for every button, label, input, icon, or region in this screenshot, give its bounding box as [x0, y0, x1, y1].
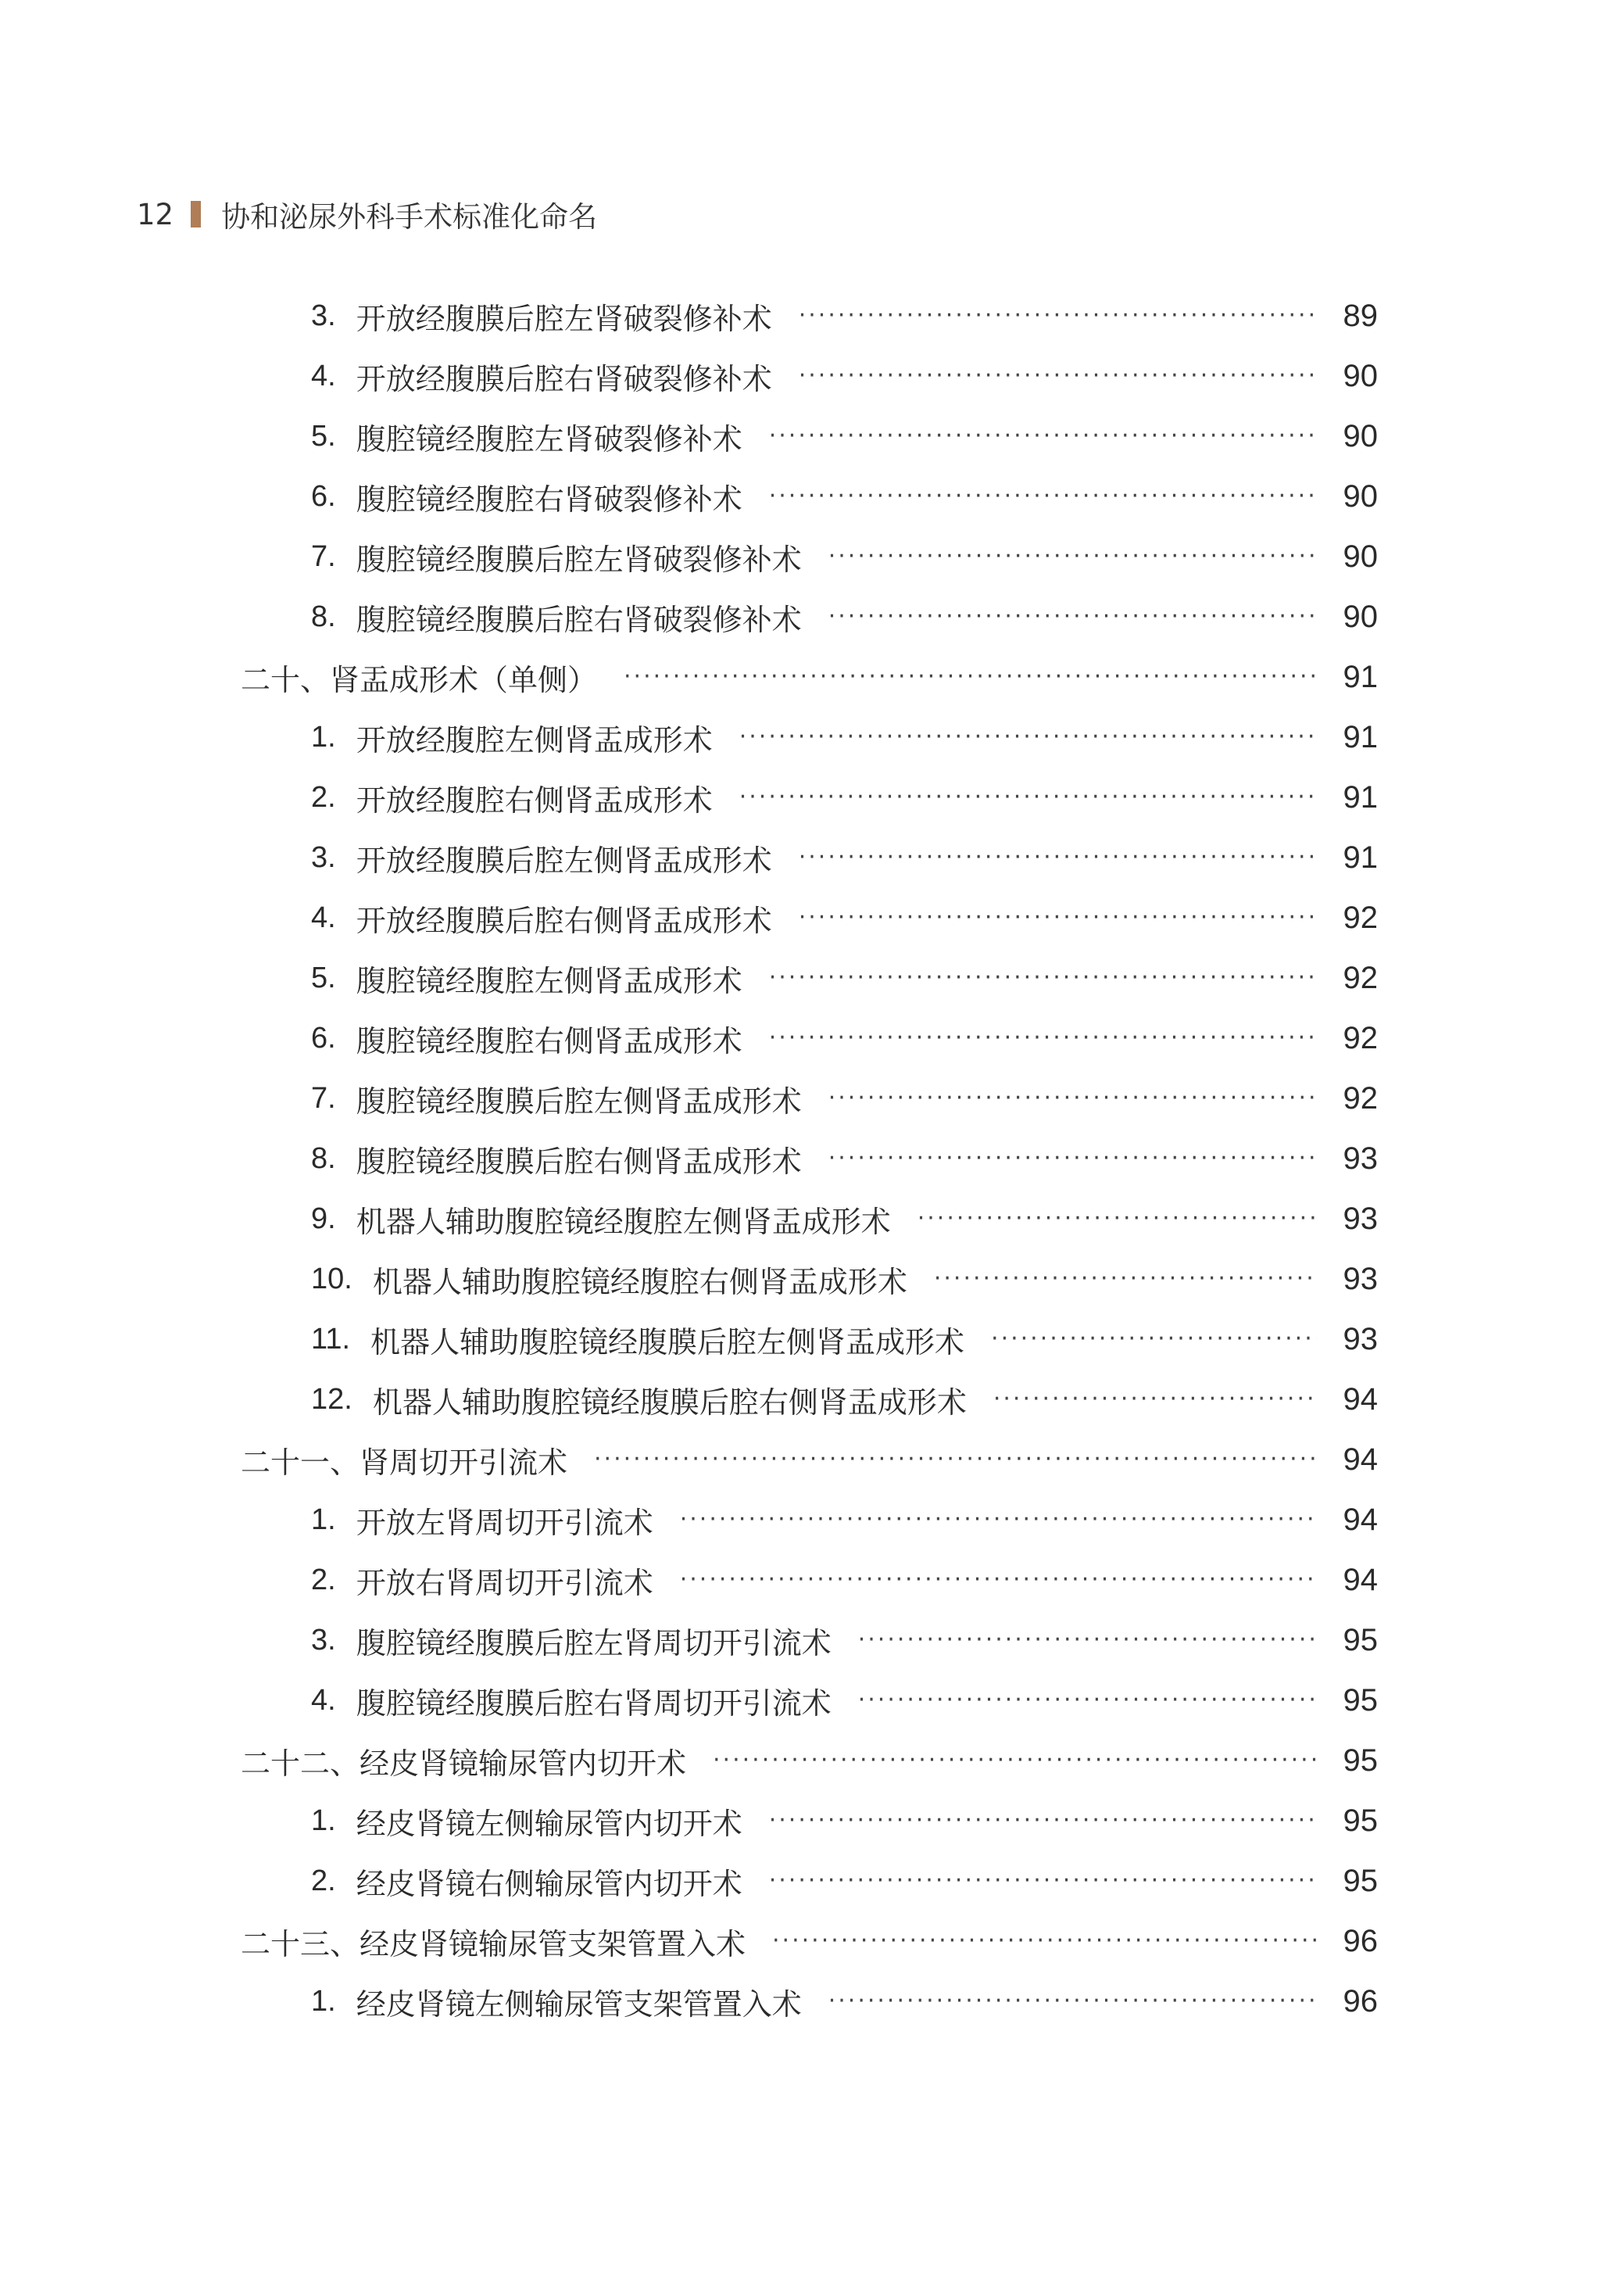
toc-entry-page: 94: [1343, 1381, 1378, 1417]
toc-entry-page: 91: [1343, 779, 1378, 815]
toc-leader-dots: [858, 1617, 1317, 1664]
toc-entry-number: 2.: [311, 780, 336, 814]
toc-entry[interactable]: [311, 353, 1378, 399]
toc-section-title: 二十、肾盂成形术（单侧）: [241, 662, 598, 697]
header-page-number: 12: [137, 197, 174, 231]
toc-entry-title: 腹腔镜经腹膜后腔左肾破裂修补术: [356, 542, 802, 577]
toc-entry-page: 92: [1343, 1020, 1378, 1055]
toc-entry[interactable]: [311, 1617, 1378, 1664]
toc-entry-page: 90: [1343, 539, 1378, 574]
toc-leader-dots: [739, 774, 1317, 821]
toc-leader-dots: [680, 1496, 1317, 1543]
toc-entry-title: 开放经腹膜后腔右肾破裂修补术: [356, 361, 772, 396]
toc-entry-title: 腹腔镜经腹膜后腔右肾破裂修补术: [356, 602, 802, 637]
toc-entry[interactable]: [311, 533, 1378, 580]
toc-leader-dots: [828, 1135, 1317, 1182]
toc-entry-number: 1.: [311, 1804, 336, 1837]
toc-entry[interactable]: [311, 1496, 1378, 1543]
toc-leader-dots: [799, 353, 1317, 399]
toc-entry[interactable]: [311, 1556, 1378, 1603]
toc-entry-title: 腹腔镜经腹腔右侧肾盂成形术: [356, 1023, 742, 1058]
toc-leader-dots: [680, 1556, 1317, 1603]
toc-entry-page: 95: [1343, 1622, 1378, 1657]
toc-entry-page: 94: [1343, 1502, 1378, 1537]
toc-entry[interactable]: [311, 1255, 1378, 1302]
header-accent-bar: [191, 201, 201, 227]
toc-entry-title: 经皮肾镜右侧输尿管内切开术: [356, 1866, 742, 1901]
toc-entry[interactable]: [311, 1075, 1378, 1122]
toc-entry-title: 腹腔镜经腹膜后腔右侧肾盂成形术: [356, 1144, 802, 1179]
toc-entry-title: 开放经腹膜后腔左侧肾盂成形术: [356, 843, 772, 878]
toc-leader-dots: [828, 1978, 1317, 2025]
toc-section-page: 96: [1343, 1923, 1378, 1958]
toc-section-page: 94: [1343, 1442, 1378, 1477]
toc-entry-page: 95: [1343, 1863, 1378, 1898]
toc-entry-page: 91: [1343, 840, 1378, 875]
toc-leader-dots: [769, 473, 1317, 520]
toc-entry-number: 4.: [311, 359, 336, 392]
toc-entry-number: 3.: [311, 299, 336, 332]
toc-leader-dots: [769, 1797, 1317, 1844]
toc-section[interactable]: [241, 1737, 1378, 1784]
toc-entry-title: 开放经腹膜后腔左肾破裂修补术: [356, 301, 772, 336]
toc-entry-number: 7.: [311, 1081, 336, 1115]
toc-entry-title: 开放右肾周切开引流术: [356, 1565, 653, 1600]
toc-leader-dots: [594, 1436, 1317, 1483]
toc-entry-number: 8.: [311, 1141, 336, 1175]
toc-leader-dots: [991, 1316, 1317, 1363]
toc-entry-title: 腹腔镜经腹膜后腔右肾周切开引流术: [356, 1685, 832, 1721]
toc-entry-title: 开放经腹腔左侧肾盂成形术: [356, 722, 713, 758]
toc-entry-number: 6.: [311, 479, 336, 513]
toc-entry[interactable]: [311, 1677, 1378, 1724]
toc-entry-title: 开放经腹腔右侧肾盂成形术: [356, 783, 713, 818]
toc-entry[interactable]: [311, 1978, 1378, 2025]
toc-entry-number: 8.: [311, 600, 336, 633]
toc-leader-dots: [828, 1075, 1317, 1122]
toc-entry-number: 1.: [311, 1984, 336, 2018]
toc-leader-dots: [993, 1376, 1317, 1423]
toc-entry[interactable]: [311, 473, 1378, 520]
toc-entry-title: 腹腔镜经腹腔右肾破裂修补术: [356, 482, 742, 517]
toc-leader-dots: [918, 1195, 1317, 1242]
toc-leader-dots: [624, 654, 1317, 700]
toc-leader-dots: [828, 533, 1317, 580]
toc-entry-page: 96: [1343, 1983, 1378, 2018]
toc-entry-page: 91: [1343, 719, 1378, 754]
toc-entry[interactable]: [311, 774, 1378, 821]
toc-entry-page: 89: [1343, 298, 1378, 333]
toc-entry-title: 腹腔镜经腹膜后腔左侧肾盂成形术: [356, 1084, 802, 1119]
toc-entry-title: 经皮肾镜左侧输尿管内切开术: [356, 1806, 742, 1841]
toc-entry[interactable]: [311, 593, 1378, 640]
toc-entry[interactable]: [311, 413, 1378, 460]
toc-entry-title: 机器人辅助腹腔镜经腹膜后腔左侧肾盂成形术: [370, 1324, 965, 1359]
toc-entry-page: 95: [1343, 1803, 1378, 1838]
toc-leader-dots: [934, 1255, 1317, 1302]
toc-entry-number: 5.: [311, 419, 336, 453]
toc-entry[interactable]: [311, 1857, 1378, 1904]
toc-entry-number: 4.: [311, 901, 336, 934]
toc-leader-dots: [769, 1015, 1317, 1062]
toc-entry[interactable]: [311, 1376, 1378, 1423]
toc-entry[interactable]: [311, 955, 1378, 1001]
toc-entry-page: 94: [1343, 1562, 1378, 1597]
toc-entry-page: 90: [1343, 358, 1378, 393]
toc-entry[interactable]: [311, 714, 1378, 761]
toc-leader-dots: [828, 593, 1317, 640]
toc-section-page: 91: [1343, 659, 1378, 694]
toc-leader-dots: [799, 292, 1317, 339]
toc-entry-number: 1.: [311, 1503, 336, 1536]
toc-entry-title: 开放经腹膜后腔右侧肾盂成形术: [356, 903, 772, 938]
toc-entry-number: 9.: [311, 1202, 336, 1235]
toc-entry-number: 12.: [311, 1382, 352, 1416]
toc-entry-title: 机器人辅助腹腔镜经腹腔右侧肾盂成形术: [372, 1264, 907, 1299]
toc-entry[interactable]: [311, 1135, 1378, 1182]
running-header: [137, 191, 597, 238]
toc-leader-dots: [858, 1677, 1317, 1724]
toc-entry-number: 4.: [311, 1683, 336, 1717]
toc-entry-page: 92: [1343, 960, 1378, 995]
toc-entry-page: 93: [1343, 1261, 1378, 1296]
toc-entry[interactable]: [311, 1195, 1378, 1242]
toc-entry[interactable]: [311, 1316, 1378, 1363]
toc-entry-page: 93: [1343, 1321, 1378, 1356]
toc-entry-page: 90: [1343, 418, 1378, 453]
toc-entry-title: 机器人辅助腹腔镜经腹腔左侧肾盂成形术: [356, 1204, 891, 1239]
toc-leader-dots: [739, 714, 1317, 761]
toc-entry-page: 93: [1343, 1141, 1378, 1176]
toc-entry-number: 6.: [311, 1021, 336, 1055]
toc-leader-dots: [799, 894, 1317, 941]
toc-entry-number: 2.: [311, 1563, 336, 1596]
toc-entry-number: 5.: [311, 961, 336, 994]
toc-leader-dots: [769, 413, 1317, 460]
toc-leader-dots: [772, 1918, 1317, 1965]
toc-entry-number: 3.: [311, 840, 336, 874]
toc-entry-page: 95: [1343, 1682, 1378, 1718]
toc-entry-page: 92: [1343, 1080, 1378, 1116]
toc-leader-dots: [799, 834, 1317, 881]
toc-entry-page: 93: [1343, 1201, 1378, 1236]
toc-leader-dots: [769, 955, 1317, 1001]
toc-leader-dots: [713, 1737, 1317, 1784]
toc-entry[interactable]: [311, 834, 1378, 881]
toc-entry-number: 3.: [311, 1623, 336, 1657]
toc-entry-page: 90: [1343, 478, 1378, 514]
toc-entry-page: 90: [1343, 599, 1378, 634]
toc-section-title: 二十三、经皮肾镜输尿管支架管置入术: [241, 1926, 746, 1961]
toc-entry-number: 10.: [311, 1262, 352, 1295]
toc-entry-title: 机器人辅助腹腔镜经腹膜后腔右侧肾盂成形术: [372, 1384, 967, 1420]
toc-section[interactable]: [241, 1436, 1378, 1483]
toc-section-title: 二十二、经皮肾镜输尿管内切开术: [241, 1746, 687, 1781]
toc-entry-title: 腹腔镜经腹腔左肾破裂修补术: [356, 421, 742, 457]
toc-entry-number: 1.: [311, 720, 336, 754]
toc-entry-title: 腹腔镜经腹膜后腔左肾周切开引流术: [356, 1625, 832, 1660]
header-book-title: 协和泌尿外科手术标准化命名: [221, 200, 598, 234]
toc-entry[interactable]: [311, 292, 1378, 339]
toc-entry-number: 7.: [311, 539, 336, 573]
toc-entry[interactable]: [311, 1797, 1378, 1844]
toc-entry-title: 经皮肾镜左侧输尿管支架管置入术: [356, 1986, 802, 2022]
toc-entry-page: 92: [1343, 900, 1378, 935]
toc-leader-dots: [769, 1857, 1317, 1904]
toc-section[interactable]: [241, 1918, 1378, 1965]
toc-section[interactable]: [241, 654, 1378, 700]
toc-entry[interactable]: [311, 894, 1378, 941]
toc-section-page: 95: [1343, 1743, 1378, 1778]
toc-entry-title: 开放左肾周切开引流术: [356, 1505, 653, 1540]
toc-entry-title: 腹腔镜经腹腔左侧肾盂成形术: [356, 963, 742, 998]
toc-entry-number: 2.: [311, 1864, 336, 1897]
toc-section-title: 二十一、肾周切开引流术: [241, 1445, 568, 1480]
toc-entry-number: 11.: [311, 1322, 351, 1356]
toc-entry[interactable]: [311, 1015, 1378, 1062]
